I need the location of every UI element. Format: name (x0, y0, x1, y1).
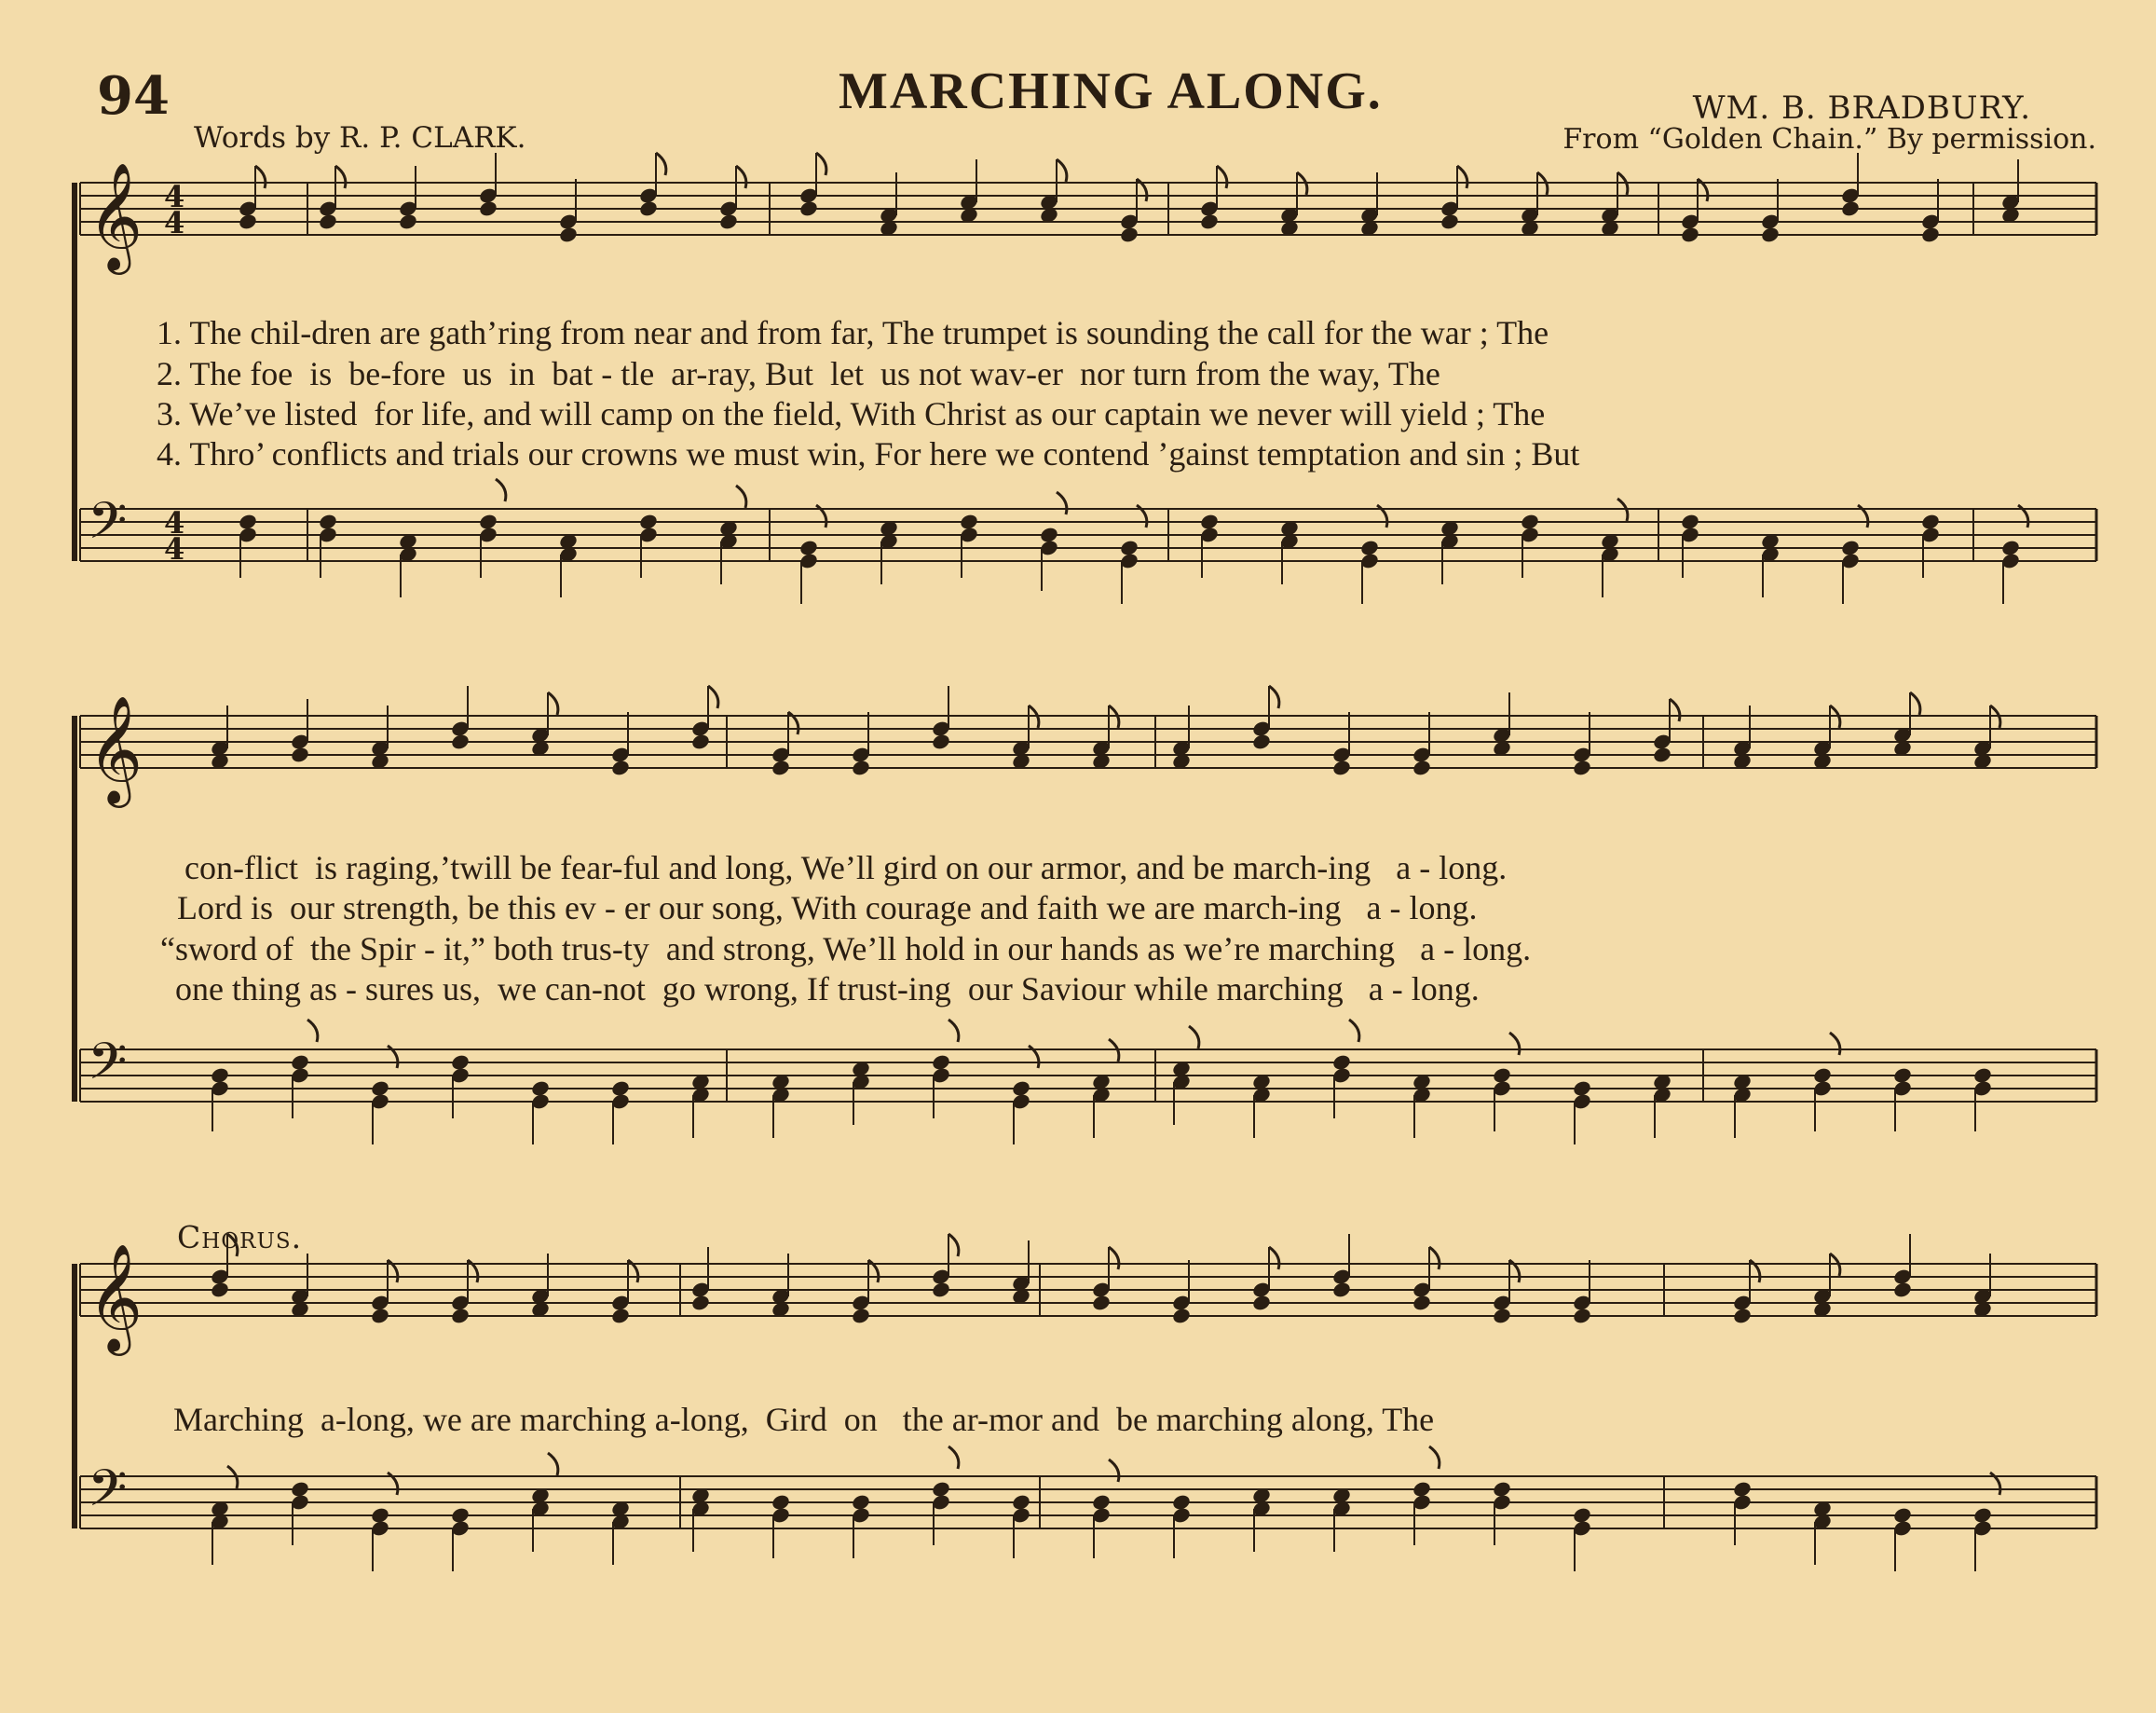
note-flag (496, 479, 506, 501)
note-head (1412, 759, 1432, 777)
note-head (1732, 1307, 1753, 1325)
note-head (1331, 1281, 1352, 1299)
note-head (290, 746, 310, 764)
note-head (1091, 1294, 1112, 1312)
note-head (1171, 1307, 1192, 1325)
verse-line: 1. The chil-dren are gath’ring from near and from far, The trumpet is sounding the call for the war ; The (157, 314, 1549, 351)
note-head (638, 199, 659, 218)
note-head (718, 212, 739, 231)
note-flag (708, 686, 718, 708)
note-flag (736, 486, 746, 508)
note-flag (1057, 492, 1067, 514)
words-credit: Words by R. P. CLARK. (194, 121, 526, 155)
note-head (238, 212, 258, 231)
bass-clef-icon: 𝄢 (88, 1459, 128, 1530)
note-flag (948, 1234, 959, 1256)
note-head (1680, 226, 1700, 244)
note-head (398, 212, 418, 231)
note-flag (948, 1446, 959, 1469)
note-head (1440, 212, 1460, 231)
note-flag (1109, 1247, 1119, 1269)
note-head (1331, 759, 1352, 777)
note-flag (1910, 692, 1920, 715)
note-head (610, 759, 631, 777)
note-head (931, 733, 951, 751)
note-flag (1457, 166, 1467, 188)
note-flag (1189, 1026, 1199, 1048)
verse-line: Lord is our strength, be this ev - er our song, With courage and faith we are march-ing a - long. (177, 889, 1478, 926)
note-head (210, 1281, 230, 1299)
note-head (1920, 226, 1941, 244)
chorus-lyric: Marching a-long, we are marching a-long, Gird on the ar-mor and be marching along, The (173, 1401, 1435, 1438)
note-flag (1349, 1020, 1359, 1042)
verse-line: 4. Thro’ conflicts and trials our crowns we must win, For here we contend ’gainst temptation and sin ; But (157, 435, 1580, 473)
note-flag (1830, 1033, 1840, 1055)
time-signature-bottom: 4 (164, 531, 185, 567)
note-head (1840, 199, 1861, 218)
note-head (771, 759, 791, 777)
note-head (450, 1307, 471, 1325)
verse-line: con-flict is raging,’twill be fear-ful and long, We’ll gird on our armor, and be march-ing a - long. (184, 849, 1508, 886)
note-flag (948, 1020, 959, 1042)
note-head (610, 1307, 631, 1325)
note-head (1251, 733, 1272, 751)
note-flag (1217, 166, 1227, 188)
note-head (1572, 1307, 1592, 1325)
verse-line: 2. The foe is be-fore us in bat - tle ar-ray, But let us not wav-er nor turn from the way, The (157, 355, 1440, 392)
note-head (1199, 212, 1220, 231)
song-title: MARCHING ALONG. (839, 62, 1383, 120)
treble-clef-icon: 𝄞 (88, 161, 143, 270)
note-flag (1269, 686, 1279, 708)
note-flag (656, 153, 666, 175)
chorus-label: Chorus. (177, 1219, 303, 1255)
note-flag (1509, 1033, 1520, 1055)
verse-line: “sword of the Spir - it,” both trus-ty and strong, We’ll hold in our hands as we’re marching a - long. (160, 930, 1532, 967)
bass-clef-icon: 𝄢 (88, 491, 128, 563)
note-head (450, 733, 471, 751)
source-credit: From “Golden Chain.” By permission. (1562, 123, 2096, 156)
note-head (851, 759, 871, 777)
note-flag (816, 153, 826, 175)
verse-line: 3. We’ve listed for life, and will camp on the field, With Christ as our captain we never will yield ; The (157, 395, 1546, 432)
note-head (1572, 759, 1592, 777)
note-head (318, 212, 338, 231)
note-head (1492, 1307, 1512, 1325)
note-head (798, 199, 819, 218)
note-head (478, 199, 498, 218)
note-head (1251, 1294, 1272, 1312)
note-head (1412, 1294, 1432, 1312)
note-flag (548, 692, 558, 715)
note-head (690, 733, 711, 751)
note-head (370, 1307, 390, 1325)
note-flag (1429, 1247, 1440, 1269)
note-flag (335, 166, 346, 188)
note-flag (1269, 1247, 1279, 1269)
bass-clef-icon: 𝄢 (88, 1032, 128, 1103)
note-head (931, 1281, 951, 1299)
note-head (851, 1307, 871, 1325)
note-head (1652, 746, 1672, 764)
time-signature-top: 4 (164, 179, 185, 214)
note-flag (1057, 159, 1067, 182)
page-number: 94 (97, 65, 170, 127)
treble-clef-icon: 𝄞 (88, 694, 143, 803)
note-head (1760, 226, 1781, 244)
note-flag (1670, 699, 1680, 721)
note-flag (1429, 1446, 1440, 1469)
composer-credit: WM. B. BRADBURY. (1692, 89, 2031, 127)
note-flag (736, 166, 746, 188)
note-flag (548, 1453, 558, 1475)
note-flag (1109, 1459, 1119, 1482)
note-head (690, 1294, 711, 1312)
time-signature-top: 4 (164, 505, 185, 541)
treble-clef-icon: 𝄞 (88, 1242, 143, 1351)
time-signature-bottom: 4 (164, 205, 185, 240)
note-flag (255, 166, 266, 188)
note-head (1892, 1281, 1913, 1299)
note-head (558, 226, 579, 244)
note-flag (307, 1020, 318, 1042)
note-head (1119, 226, 1139, 244)
verse-line: one thing as - sures us, we can-not go wrong, If trust-ing our Saviour while marching a - long. (175, 970, 1480, 1007)
